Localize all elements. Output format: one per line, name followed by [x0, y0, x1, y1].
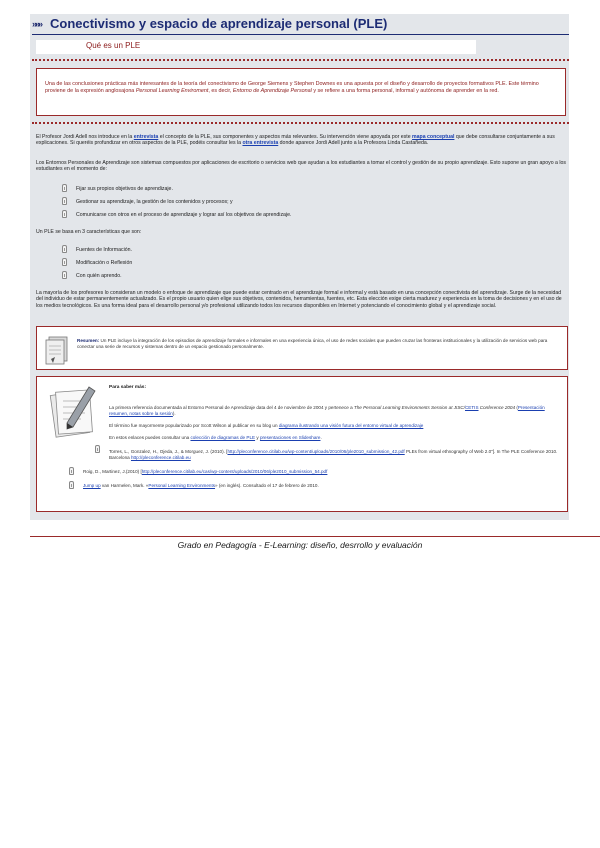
reading-1-em: The Personal Learning Environments Session at JISC/ [353, 405, 465, 410]
summary-body: Un PLE incluye la integración de los episodios de aprendizaje formales e informales en una experiencia única, el uso de redes sociales que pueden cruzar las fronteras institucionales y la utilización de servicios web para conectar una serie de recursos y sistemas dentro de un espacio gestionado personalmente. [77, 338, 548, 349]
intro-text-1: Una de las conclusiones prácticas más interesantes de la teoría del conectivismo de George Siemens y Stephen Downes es una apuesta por el diseño y desarrollo de proyectos formativos PLE. Este término proviene de la expresión anglosajona [45, 81, 539, 94]
intro-text [45, 81, 557, 95]
reading-3-text: En estos enlaces puedes consultar una [109, 435, 191, 440]
reading-2-text: El término fue mayormente popularizado por Scott Wilson al publicar en su blog un [109, 423, 279, 428]
reading-3-text-2: y [255, 435, 260, 440]
summary-label: Resumen: [77, 338, 100, 343]
reading-1-em-2: Conference 2004 [478, 405, 516, 410]
reading-item-5 [83, 469, 563, 475]
paragraph-characteristics: Un PLE se basa en 3 características que son: [36, 229, 142, 235]
subtitle-box [36, 40, 476, 54]
para1-text-2: el concepto de la PLE, sus componentes y aspectos más relevantes. Su intervención viene apoyada por este [158, 134, 413, 140]
bullet-icon [69, 467, 74, 475]
link-mapa-conceptual[interactable]: mapa conceptual [412, 134, 455, 140]
writing-document-icon [43, 381, 105, 443]
paragraph-teachers: La mayoría de los profesores lo consideran un modelo o enfoque de aprendizaje que puede estar centrado en el aprendizaje formal e informal y está basado en una concepción conectivista del aprendizaje. Surge de la necesidad del individuo de estar permanentemente actualizado. Es el propio usuario quien elige sus objetivos, contenidos, herramientas, fuentes, etc. Esta elección exige cierta madurez y experiencia en la toma de decisiones y en el uso de los medios tecnológicos. Es una forma ideal para el desarrollo personal y/o profesional utilizando todos los recursos disponibles en Internet y potenciando el conocimiento global y el aprendizaje social. [36, 290, 562, 309]
dotted-divider [32, 122, 569, 124]
intro-text-2: , es decir, [208, 88, 233, 94]
list-item: Fijar sus propios objetivos de aprendizaje. [76, 186, 173, 192]
intro-box [36, 68, 566, 116]
link-pleconference[interactable]: http://pleconference.citilab.eu [130, 455, 191, 460]
reading-1-text-2: ( [515, 405, 518, 410]
arrows-icon: »»» [32, 19, 42, 29]
para1-text-1: El Profesor Jordi Adell nos introduce en la [36, 134, 134, 140]
dotted-divider [32, 59, 569, 61]
reading-item-4 [109, 449, 565, 461]
reading-1-text-3: ). [172, 411, 176, 416]
bullet-icon [62, 210, 67, 218]
footer-divider [30, 536, 600, 537]
reading-6-text: van Harmelen, Mark. « [100, 483, 149, 488]
bullet-icon [62, 258, 67, 266]
reading-item-6 [83, 483, 563, 489]
reading-1-text: La primera referencia documentada al Entorno Personal de Aprendizaje data del 4 de noviembre de 2004 y pertenece a [109, 405, 354, 410]
page-header [32, 16, 568, 34]
reading-3-text-3: . [320, 435, 322, 440]
bullet-icon [62, 197, 67, 205]
link-coleccion-diagramas[interactable]: colección de diagramas de PLE [190, 435, 256, 440]
intro-text-3: y se refiere a una forma personal, informal y autónoma de aprender en la red. [311, 88, 499, 94]
list-item: Comunicarse con otros en el proceso de aprendizaje y lograr así los objetivos de aprendizaje. [76, 212, 292, 218]
list-item: Modificación o Reflexión [76, 260, 133, 266]
footer-text: Grado en Pedagogía - E-Learning: diseño, desrrollo y evaluación [177, 540, 423, 550]
link-otra-entrevista[interactable]: otra entrevista [242, 140, 279, 147]
reading-item-3 [109, 435, 565, 441]
link-ple-harmelen[interactable]: Personal Learning Environments [148, 483, 216, 488]
header-divider [32, 34, 569, 35]
reading-4-text-2: PLEs from virtual ethnography of Web 2.0"]. In The PLE Conference 2010. Barcelona [109, 449, 558, 460]
list-item: Con quién aprendo. [76, 273, 122, 279]
further-reading-title: Para saber más: [109, 385, 147, 390]
bullet-icon [95, 445, 100, 453]
page-title: Conectivismo y espacio de aprendizaje personal (PLE) [50, 16, 388, 31]
section-subtitle: Qué es un PLE [86, 41, 141, 50]
bullet-icon [62, 184, 67, 192]
link-cetis[interactable]: CETIS [464, 405, 479, 410]
intro-em-2: Entorno de Aprendizaje Personal [232, 88, 312, 94]
para1-text-3: que debe consultarse conjuntamente a sus explicaciones. Si queréis profundizar en otros aspectos de la PLE, podéis consultar les la [36, 134, 555, 147]
summary-text [77, 338, 557, 350]
list-item: Gestionar su aprendizaje, la gestión de los contenidos y procesos; y [76, 199, 233, 205]
reading-item-1 [109, 405, 565, 417]
paragraph-interview [36, 134, 568, 147]
link-jump-up[interactable]: Jump up [83, 483, 101, 488]
bullet-icon [62, 271, 67, 279]
link-ple2010-54[interactable]: http://pleconference.citilab.eu/cas/wp-content/uploads/2010/06/ple2010_submission_54.pdf [141, 469, 328, 474]
paragraph-ple-definition: Los Entornos Personales de Aprendizaje son sistemas compuestos por aplicaciones de escritorio o servicios web que ayudan a los estudiantes a tomar el control y gestión de su propio aprendizaje. Esto supone un gran apoyo a los estudiantes en el momento de: [36, 160, 567, 173]
bullet-icon [62, 245, 67, 253]
bullet-icon [69, 481, 74, 489]
list-item: Fuentes de Información. [76, 247, 132, 253]
link-diagrama[interactable]: diagrama ilustrando una visión futura del entorno virtual de aprendizaje [278, 423, 424, 428]
reading-4-text: Torres, L., Gonzalez, H., Ojeda, J., & Morguez, J. (2010). [ [109, 449, 228, 454]
reading-5-text: Roig, D., Martinez, J.(2010) [ [83, 469, 142, 474]
link-entrevista[interactable]: entrevista [133, 134, 159, 140]
notebook-icon [43, 333, 71, 365]
para1-text-4: donde aparece Jordi Adell junto a la Profesora Linda Castañeda. [278, 140, 429, 147]
intro-em-1: Personal Learning Enviroment [135, 88, 209, 94]
link-presentacion[interactable]: Presentación resumen, notas sobre la sesión [109, 405, 545, 416]
link-slideshare[interactable]: presentaciones en Slideshare [259, 435, 321, 440]
further-reading-box [36, 376, 568, 512]
reading-6-text-2: » (en inglés). Consultado el 17 de febrero de 2010. [215, 483, 319, 488]
summary-box [36, 326, 568, 370]
link-ple2010-42[interactable]: http://pleconference.citilab.eu/wp-content/uploads/2010/06/ple2010_submission_42.pdf [227, 449, 405, 454]
reading-item-2 [109, 423, 565, 429]
